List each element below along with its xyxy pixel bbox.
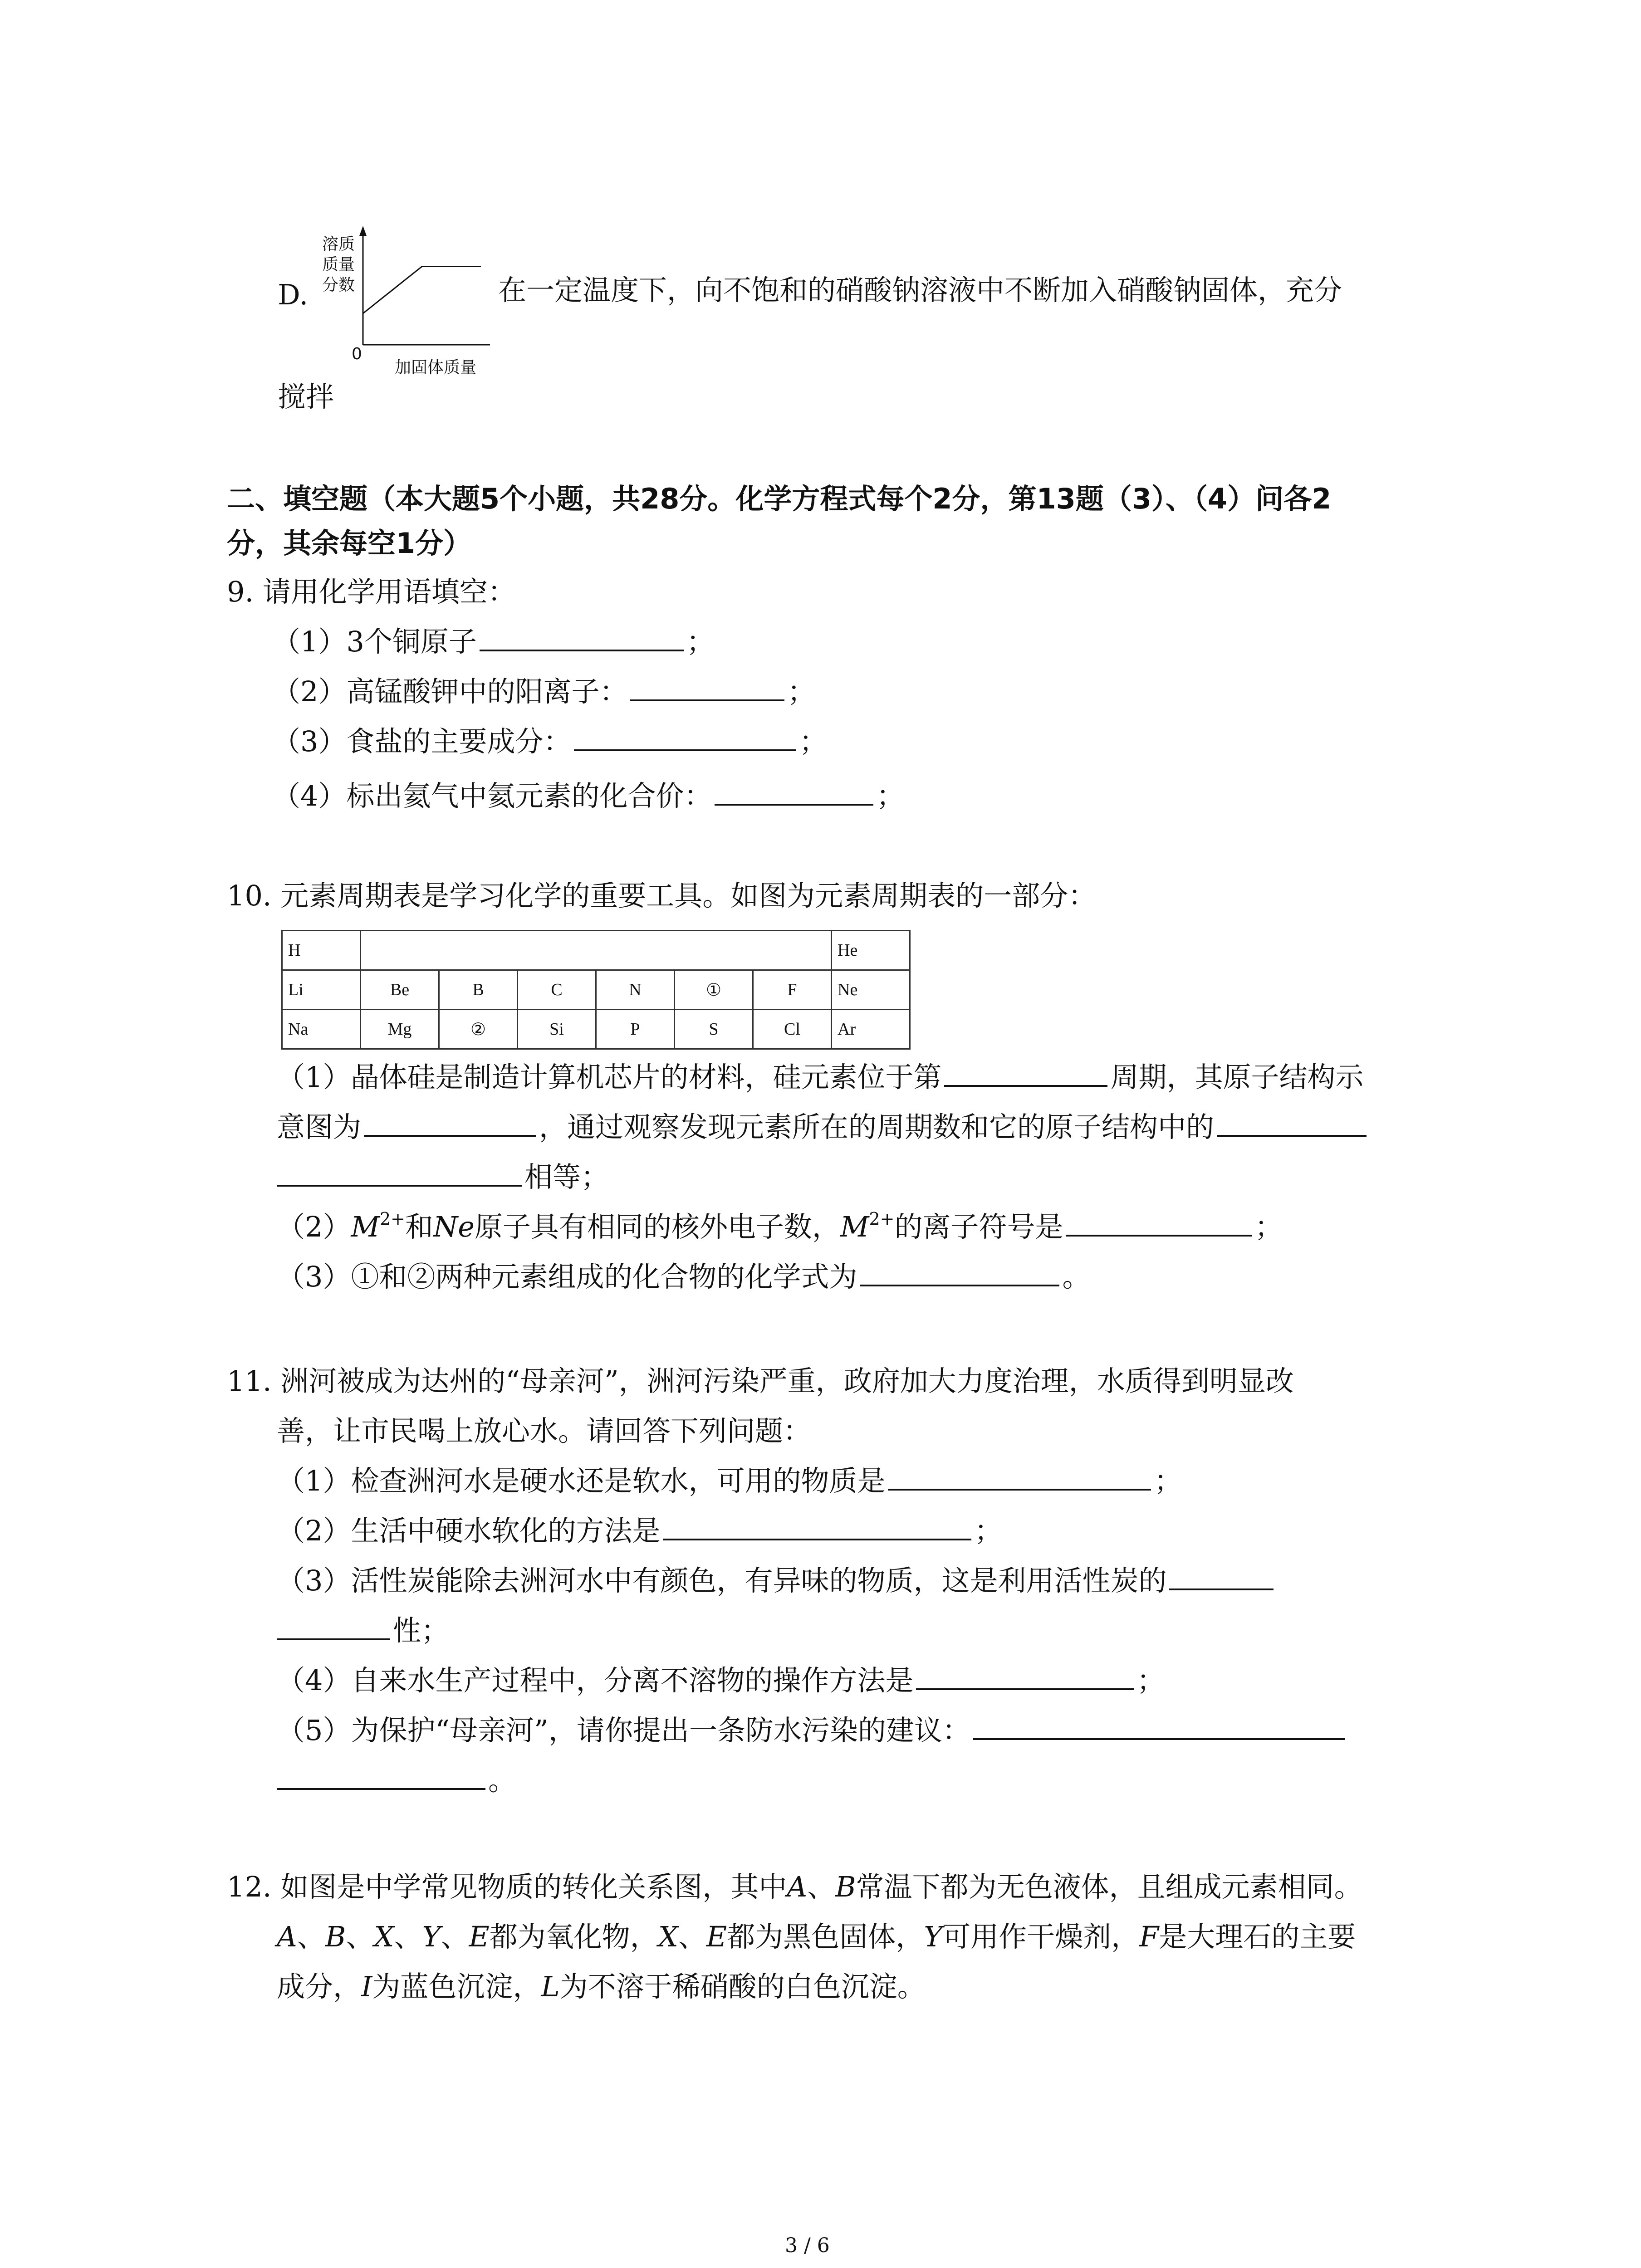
chart-xlabel: 加固体质量 xyxy=(395,358,477,377)
table-cell: H xyxy=(282,931,361,970)
q11-part5: （5）为保护“母亲河”，请你提出一条防水污染的建议： xyxy=(277,1712,1348,1749)
q12-line1: 12. 如图是中学常见物质的转化关系图，其中A、B常温下都为无色液体，且组成元素相同。 xyxy=(227,1870,1362,1903)
page-number: 3 / 6 xyxy=(785,2234,830,2257)
q9-part3: （3）食盐的主要成分： ； xyxy=(272,725,828,758)
q12-line2: A、B、X、Y、E都为氧化物，X、E都为黑色固体，Y可用作干燥剂，F是大理石的主要 xyxy=(277,1920,1356,1953)
table-cell: Cl xyxy=(753,1010,832,1049)
table-cell: N xyxy=(596,970,675,1010)
table-row xyxy=(282,1010,910,1049)
table-cell: P xyxy=(596,1010,675,1049)
table-row xyxy=(282,970,910,1010)
table-cell: Si xyxy=(518,1010,596,1049)
q11-part5-line2: 。 xyxy=(277,1762,516,1799)
chart-y-arrow xyxy=(359,226,367,236)
table-cell: F xyxy=(753,970,832,1010)
answer-blank[interactable] xyxy=(973,1713,1345,1740)
table-cell: B xyxy=(439,970,518,1010)
table-cell: Be xyxy=(361,970,439,1010)
chart-origin: 0 xyxy=(352,345,362,363)
answer-blank[interactable] xyxy=(480,624,684,651)
table-cell: Ne xyxy=(832,970,910,1010)
answer-blank[interactable] xyxy=(277,1613,390,1640)
answer-blank[interactable] xyxy=(916,1663,1134,1690)
q9-part1: （1）3个铜原子 ； xyxy=(272,625,715,658)
q12-line3: 成分，I为蓝色沉淀，L为不溶于稀硝酸的白色沉淀。 xyxy=(277,1970,926,2003)
q11-stem-2: 善，让市民喝上放心水。请回答下列问题： xyxy=(277,1414,812,1447)
answer-blank[interactable] xyxy=(277,1763,485,1790)
section-heading: 二、填空题（本大题5个小题，共28分。化学方程式每个2分，第13题（3）、（4）问各2 xyxy=(227,482,1332,515)
table-row xyxy=(282,931,910,970)
table-cell: Li xyxy=(282,970,361,1010)
periodic-table xyxy=(281,930,911,1050)
answer-blank[interactable] xyxy=(1169,1563,1274,1590)
option-d-text-2: 搅拌 xyxy=(278,380,334,413)
table-cell: Na xyxy=(282,1010,361,1049)
q9-stem: 9. 请用化学用语填空： xyxy=(227,575,516,608)
solute-fraction-chart xyxy=(309,213,508,386)
q11-part3-line2: 性； xyxy=(277,1613,449,1649)
answer-blank[interactable] xyxy=(860,1259,1059,1286)
option-d-text: 在一定温度下，向不饱和的硝酸钠溶液中不断加入硝酸钠固体，充分 xyxy=(498,274,1342,307)
section-heading-2: 分，其余每空1分） xyxy=(227,527,472,560)
q11-stem: 11. 洲河被成为达州的“母亲河”，洲河污染严重，政府加大力度治理，水质得到明显改 xyxy=(227,1364,1294,1398)
table-cell: He xyxy=(832,931,910,970)
q10-part3: （3）①和②两种元素组成的化合物的化学式为 。 xyxy=(277,1260,1091,1293)
q11-part3: （3）活性炭能除去洲河水中有颜色，有异味的物质，这是利用活性炭的 xyxy=(277,1563,1276,1599)
q10-part1-line3: 相等； xyxy=(277,1159,609,1195)
q10-part1: （1）晶体硅是制造计算机芯片的材料，硅元素位于第 周期，其原子结构示 xyxy=(277,1061,1364,1094)
q9-part2: （2）高锰酸钾中的阳离子： ； xyxy=(272,675,816,708)
table-cell: Ar xyxy=(832,1010,910,1049)
answer-blank[interactable] xyxy=(944,1060,1107,1087)
q9-part4: （4）标出氦气中氦元素的化合价： ； xyxy=(272,779,905,812)
chart-ylabel-3: 分数 xyxy=(322,276,355,294)
table-cell: Mg xyxy=(361,1010,439,1049)
table-cell: S xyxy=(675,1010,753,1049)
answer-blank[interactable] xyxy=(663,1513,971,1540)
q10-part1-line2: 意图为 ，通过观察发现元素所在的周期数和它的原子结构中的 xyxy=(277,1109,1369,1145)
chart-series-line xyxy=(363,267,481,314)
q11-part2: （2）生活中硬水软化的方法是 ； xyxy=(277,1514,1003,1547)
answer-blank[interactable] xyxy=(277,1159,522,1187)
answer-blank[interactable] xyxy=(574,724,796,751)
answer-blank[interactable] xyxy=(715,778,873,806)
q10-part2: $(2)M^{2+}$和Ne原子具有相同的核外电子数，$M^{2+}$的离子符号是 ； xyxy=(277,1209,1283,1243)
table-cell xyxy=(361,931,832,970)
answer-blank[interactable] xyxy=(630,674,784,701)
table-cell: ① xyxy=(675,970,753,1010)
q11-part1: （1）检查洲河水是硬水还是软水，可用的物质是 ； xyxy=(277,1464,1182,1497)
answer-blank[interactable] xyxy=(888,1463,1151,1491)
answer-blank[interactable] xyxy=(1217,1110,1367,1137)
answer-blank[interactable] xyxy=(1066,1209,1252,1237)
table-cell: ② xyxy=(439,1010,518,1049)
q10-stem: 10. 元素周期表是学习化学的重要工具。如图为元素周期表的一部分： xyxy=(227,879,1097,912)
table-cell: C xyxy=(518,970,596,1010)
chart-ylabel-1: 溶质 xyxy=(322,235,355,254)
answer-blank[interactable] xyxy=(364,1110,536,1137)
option-d-label: D. xyxy=(278,278,309,311)
q11-part4: （4）自来水生产过程中，分离不溶物的操作方法是 ； xyxy=(277,1664,1165,1697)
chart-ylabel-2: 质量 xyxy=(322,255,355,274)
